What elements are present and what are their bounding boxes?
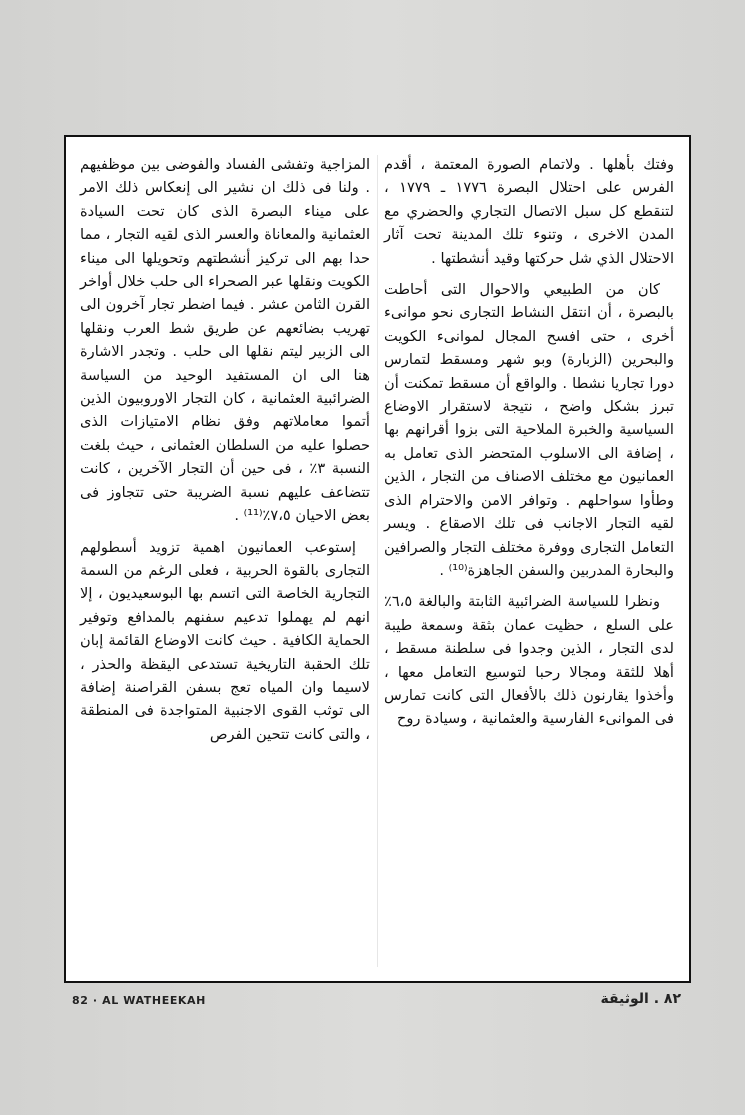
left-text-column	[80, 153, 370, 971]
article-frame	[64, 135, 691, 983]
paragraph: المزاجية وتفشى الفساد والفوضى بين موظفيهم . ولنا فى ذلك ان نشير الى إنعكاس ذلك الامر على ميناء البصرة الذى كان تحت السيادة العثمانية والمعاناة والعسر الذى لقيه التجار ، مما حدا بهم الى تركيز أنشطتهم وتحويلها الى ميناء الكويت ونقلها عبر الصحراء الى حلب خلال أواخر القرن الثامن عشر . فيما اضطر تجار آخرون الى تهريب بضائعهم عن طريق شط العرب ونقلها الى الزبير ليتم نقلها الى حلب . وتجدر الاشارة هنا الى ان المستفيد الوحيد من السياسة الضرائبية العثمانية ، كان التجار الاوروبيون الذين أتموا معاملاتهم وفق نظام الامتيازات الذى حصلوا عليه من السلطان العثمانى ، حيث بلغت النسبة ٣٪ ، فى حين أن التجار الآخرين ، كانت تتضاعف عليهم نسبة الضريبة حتى تتجاوز فى بعض الاحيان ٧،٥٪⁽¹¹⁾ .	[80, 156, 370, 525]
paragraph: ونظرا للسياسة الضرائبية الثابتة والبالغة ٦،٥٪ على السلع ، حظيت عمان بثقة وسمعة طيبة لدى التجار ، الذين وجدوا فى سلطنة مسقط ، أهلا للثقة ومجالا رحبا لتوسيع التعامل معها ، وأخذوا يقارنون ذلك بالأفعال التى كانت تمارس فى الموانىء الفارسية والعثمانية ، وسيادة روح	[384, 593, 674, 728]
footer-page-label-latin: 82 · AL WATHEEKAH	[72, 994, 206, 1007]
column-divider	[377, 155, 378, 967]
paragraph: وفتك بأهلها . ولاتمام الصورة المعتمة ، أقدم الفرس على احتلال البصرة ١٧٧٦ ـ ١٧٧٩ ، لتنقطع كل سبل الاتصال التجاري والحضري مع المدن الاخرى ، وتنوء تلك المدينة تحت آثار الاحتلال الذي شل حركتها وقيد أنشطتها .	[384, 156, 674, 267]
paragraph: إستوعب العمانيون اهمية تزويد أسطولهم التجارى بالقوة الحربية ، فعلى الرغم من السمة التجارية الخاصة التى اتسم بها البوسعيديون ، إلا انهم لم يهملوا تدعيم سفنهم بالمدافع وتوفير الحماية الكافية . حيث كانت الاوضاع القائمة إبان تلك الحقبة التاريخية تستدعى اليقظة والحذر ، لاسيما وان المياه تعج بسفن القراصنة إضافة الى توثب القوى الاجنبية المتواجدة فى المنطقة ، والتى كانت تتحين الفرص	[80, 538, 370, 743]
paragraph: كان من الطبيعي والاحوال التى أحاطت بالبصرة ، أن انتقل النشاط التجارى نحو موانىء أخرى ، حتى افسح المجال لموانىء الكويت والبحرين (الزبارة) وبو شهر ومسقط لتمارس دورا تجاريا نشطا . والواقع أن مسقط تمكنت أن تبرز بشكل واضح ، نتيجة لاستقرار الاوضاع السياسية والخبرة الملاحية التى بزوا أقرانهم بها ، إضافة الى الاسلوب المتحضر الذى تعامل به العمانيون مع مختلف الاصناف من التجار ، الذين وطأوا سواحلهم . وتوافر الامن والاحترام الذى لقيه التجار الاجانب فى تلك الاصقاع . ويسر التعامل التجارى ووفرة مختلف التجار والصرافين والبحارة المدربين والسفن الجاهزة⁽¹⁰⁾ .	[384, 281, 674, 579]
right-text-column	[384, 153, 674, 971]
footer-page-label-arabic: ٨٢ . الوثيقة	[600, 991, 681, 1007]
page-footer	[64, 991, 691, 1016]
